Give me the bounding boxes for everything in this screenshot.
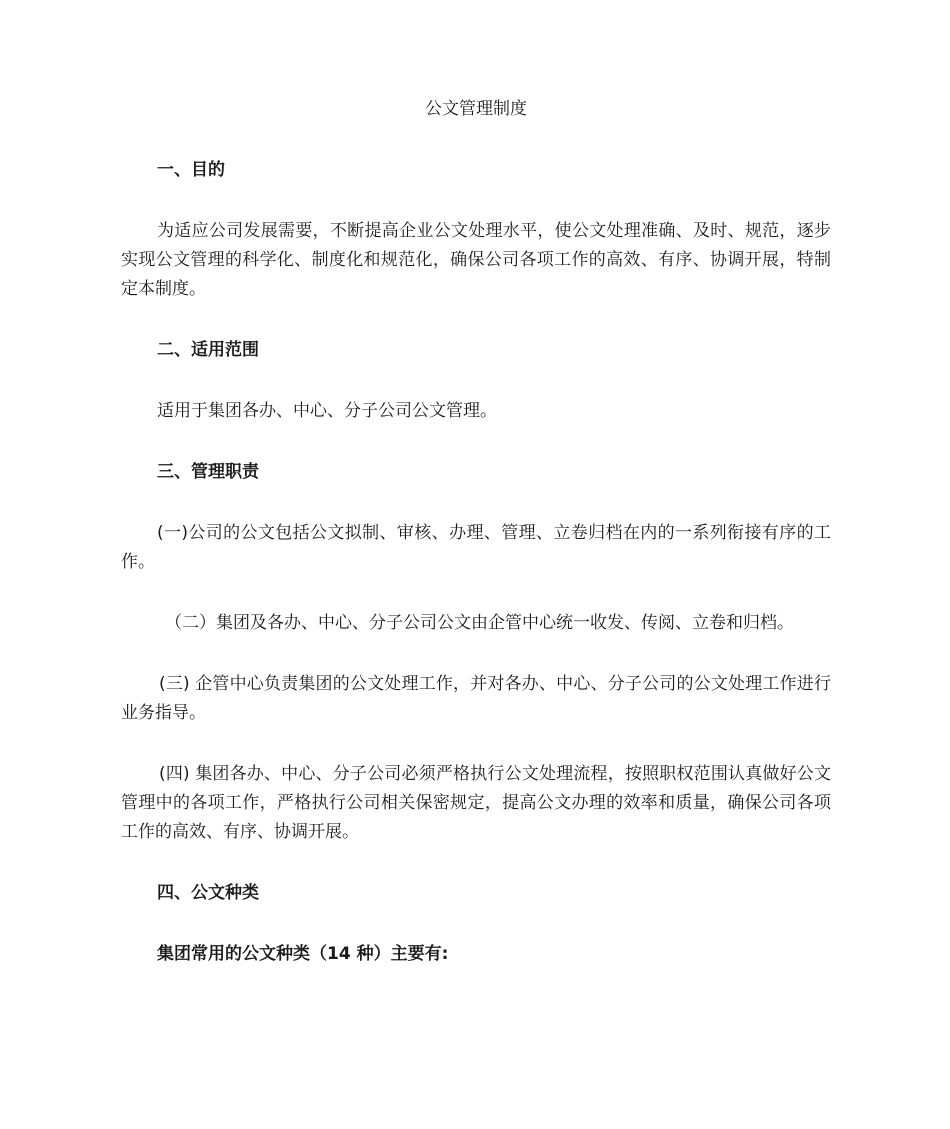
document-body xyxy=(121,95,831,1001)
section-heading-scope: 二、适用范围 xyxy=(157,340,259,360)
paragraph-responsibility-3: (三) 企管中心负责集团的公文处理工作，并对各办、中心、分子公司的公文处理工作进行业务指导。 xyxy=(121,674,831,723)
paragraph-scope: 适用于集团各办、中心、分子公司公文管理。 xyxy=(157,401,497,421)
section-heading-responsibilities: 三、管理职责 xyxy=(157,462,259,482)
section-heading-document-types: 四、公文种类 xyxy=(157,883,259,903)
subheading-common-document-types: 集团常用的公文种类（14 种）主要有: xyxy=(157,944,449,964)
paragraph-responsibility-2: （二）集团及各办、中心、分子公司公文由企管中心统一收发、传阅、立卷和归档。 xyxy=(165,613,794,633)
section-heading-purpose: 一、目的 xyxy=(157,160,225,180)
paragraph-purpose: 为适应公司发展需要，不断提高企业公文处理水平，使公文处理准确、及时、规范，逐步实现公文管理的科学化、制度化和规范化，确保公司各项工作的高效、有序、协调开展，特制定本制度。 xyxy=(121,221,831,299)
paragraph-responsibility-4: (四) 集团各办、中心、分子公司必须严格执行公文处理流程，按照职权范围认真做好公文管理中的各项工作，严格执行公司相关保密规定，提高公文办理的效率和质量，确保公司各项工作的高效、有序、协调开展。 xyxy=(121,764,831,842)
document-title: 公文管理制度 xyxy=(425,99,527,119)
paragraph-responsibility-1: (一)公司的公文包括公文拟制、审核、办理、管理、立卷归档在内的一系列衔接有序的工作。 xyxy=(121,523,831,572)
